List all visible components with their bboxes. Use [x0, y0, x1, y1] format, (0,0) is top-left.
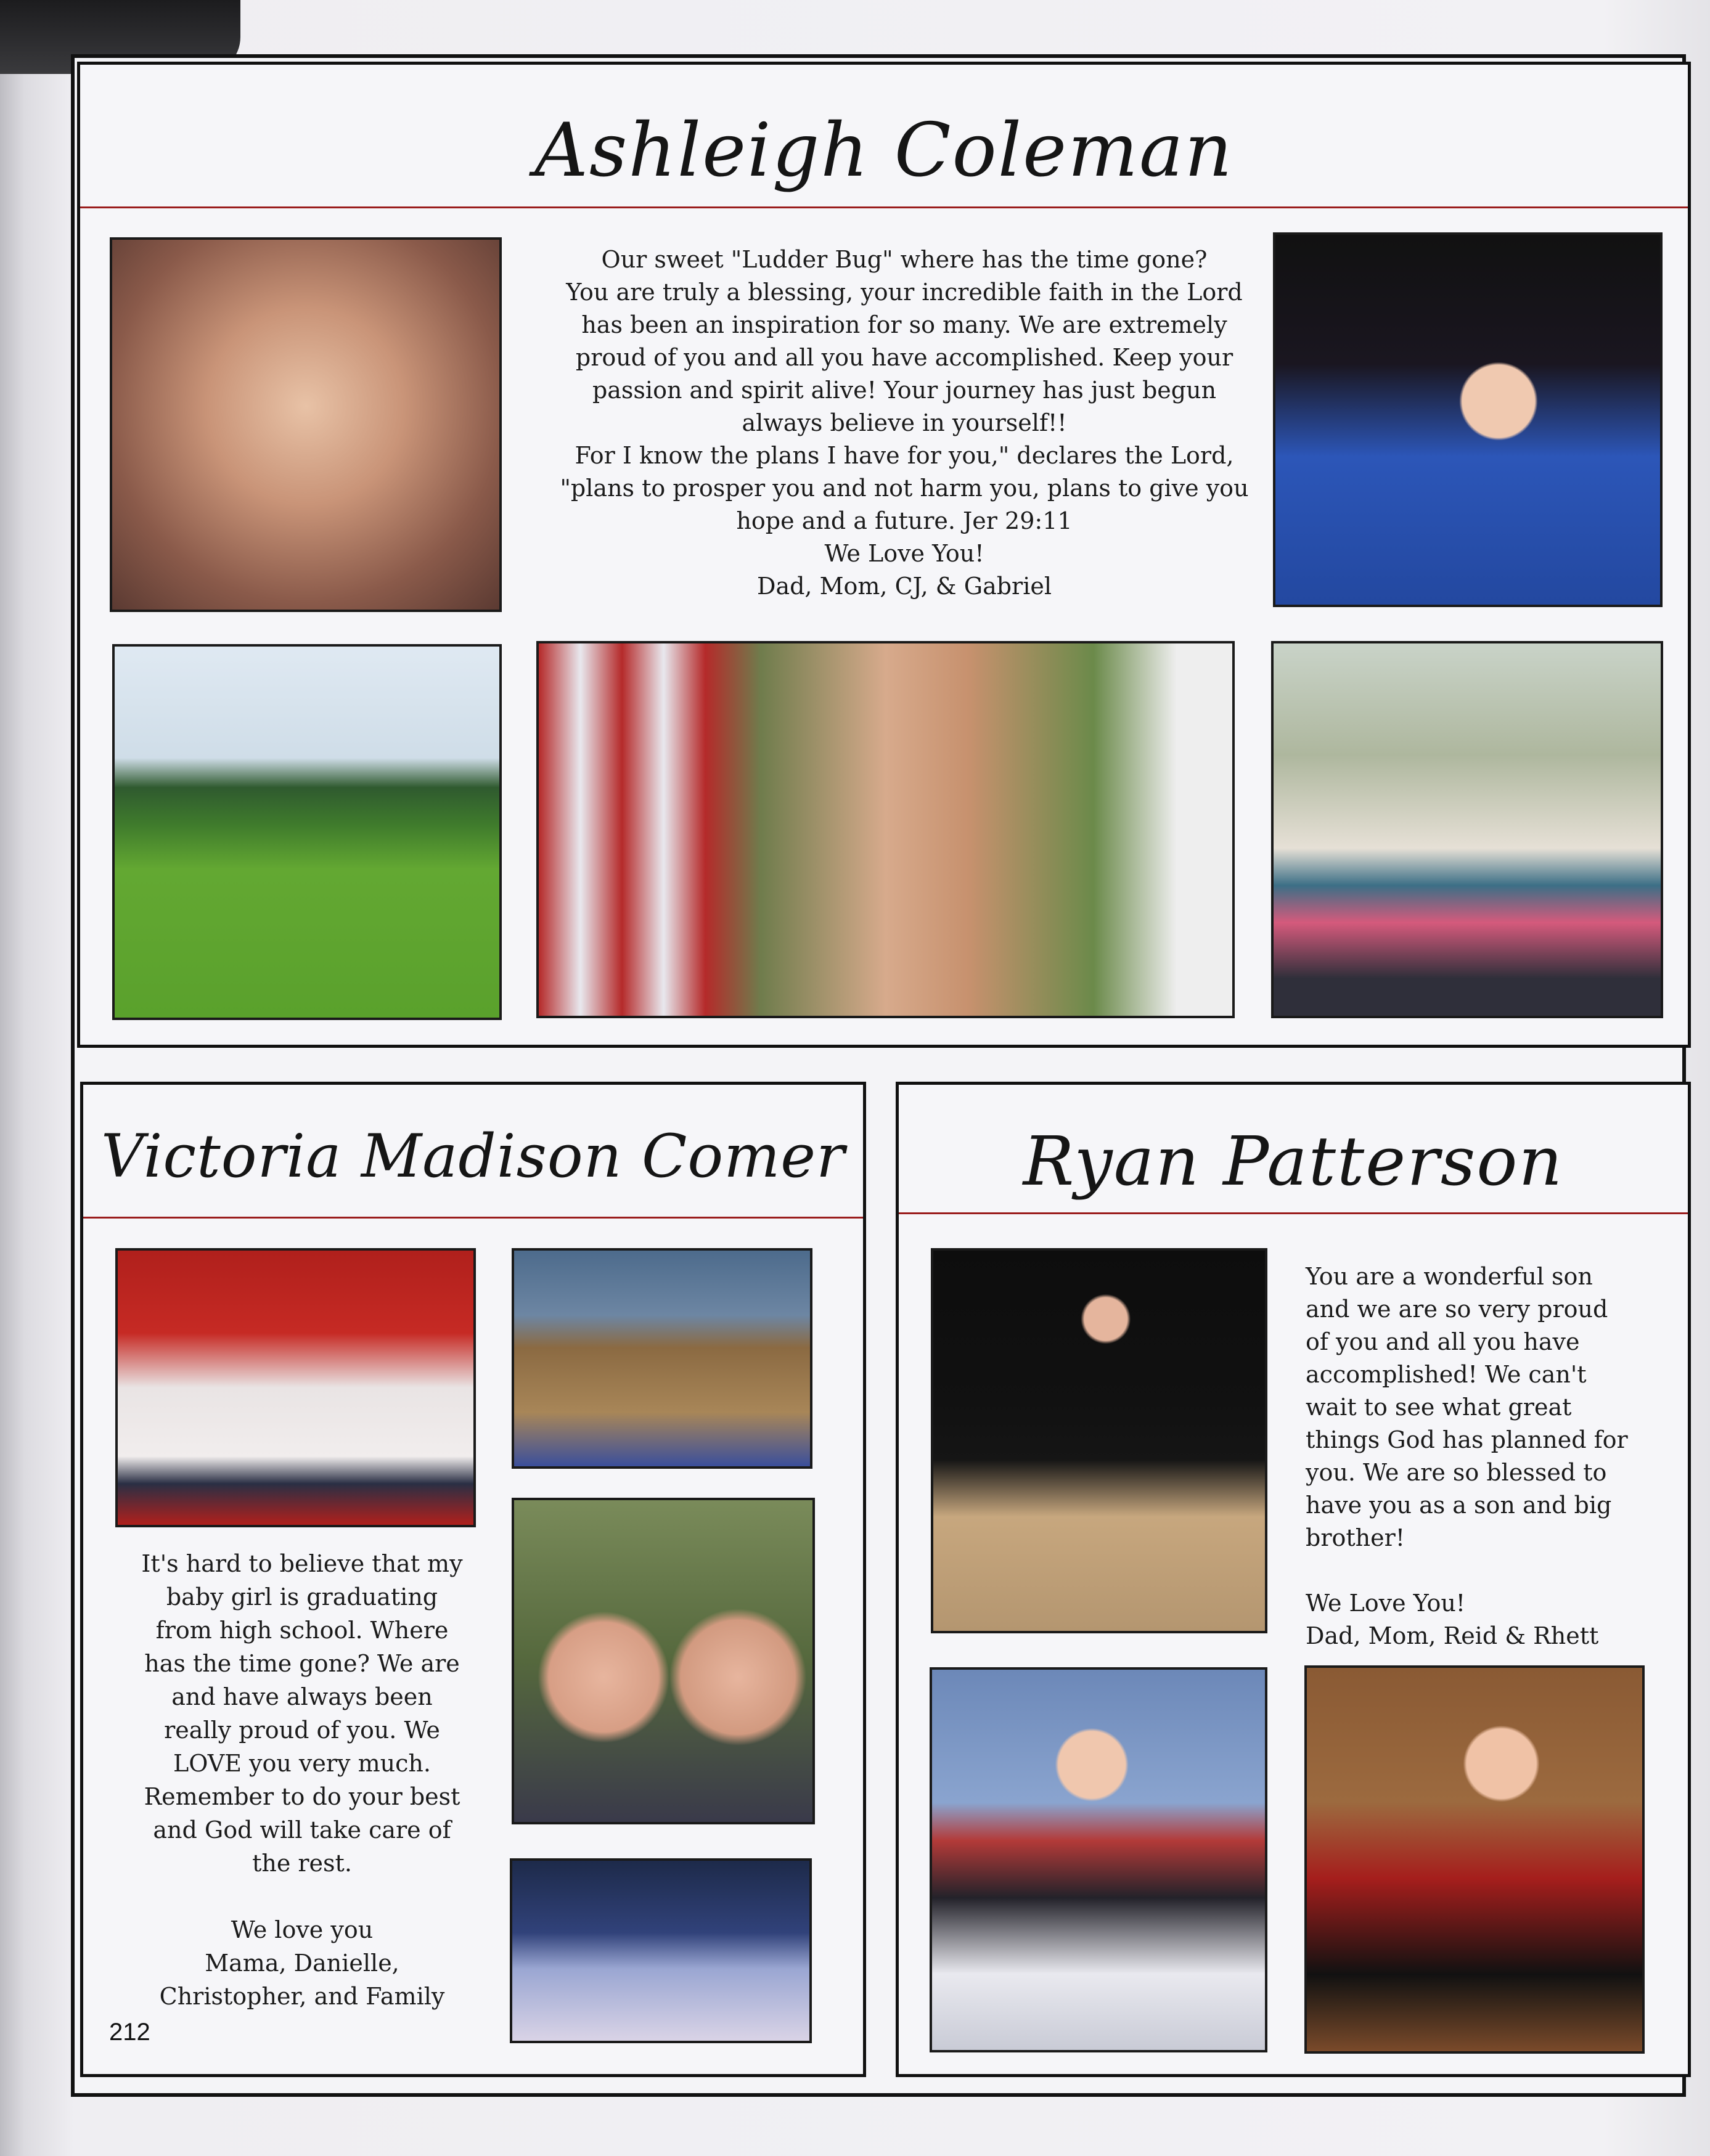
ashleigh-beach-photo — [1271, 641, 1663, 1018]
ryan-name: Ryan Patterson — [1023, 1122, 1564, 1201]
ryan-baby-photo — [930, 1667, 1267, 2052]
ryan-jacket-photo — [1304, 1665, 1645, 2054]
victoria-divider — [83, 1217, 863, 1219]
ryan-message: You are a wonderful son and we are so very proud of you and all you have accomplished! We can't wait to see what great things God has planned for you. We are so blessed to have you as a son and big brother! We Love You! Dad, Mom, Reid & Rhett — [1306, 1263, 1628, 1649]
victoria-message: It's hard to believe that my baby girl is graduating from high school. Where has the time gone? We are and have always been really proud of you. We LOVE you very much. Remember to do your best and God will take care of the rest. We love you Mama, Danielle, Christopher, and Family — [141, 1550, 463, 2010]
victoria-child-photo — [512, 1248, 812, 1469]
ashleigh-baby-photo — [110, 237, 502, 612]
victoria-section — [80, 1082, 866, 2077]
ashleigh-divider — [80, 206, 1688, 208]
ashleigh-section — [77, 62, 1691, 1048]
ryan-divider — [899, 1212, 1688, 1214]
ashleigh-flag-photo — [536, 641, 1235, 1018]
victoria-couch-photo — [510, 1858, 812, 2043]
victoria-name: Victoria Madison Comer — [101, 1122, 845, 1191]
ashleigh-field-photo — [112, 644, 502, 1020]
victoria-team-photo — [115, 1248, 476, 1527]
ashleigh-name: Ashleigh Coleman — [534, 108, 1233, 194]
victoria-selfie-photo — [512, 1498, 815, 1824]
ryan-trumpet-photo — [931, 1248, 1267, 1633]
ashleigh-graduation-photo — [1273, 232, 1663, 607]
page-number: 212 — [109, 2019, 150, 2046]
ryan-section — [896, 1082, 1691, 2077]
ashleigh-message: Our sweet "Ludder Bug" where has the time gone? You are truly a blessing, your incredible faith in the Lord has been an inspiration for so many. We are extremely proud of you and all you have accomplished. Keep your passion and spirit alive! Your journey has just begun always believe in yourself!! For I know the plans I have for you," declares the Lord, "plans to prosper you and not harm you, plans to give you hope and a future. Jer 29:11 We Love You! Dad, Mom, CJ, & Gabriel — [560, 246, 1249, 600]
